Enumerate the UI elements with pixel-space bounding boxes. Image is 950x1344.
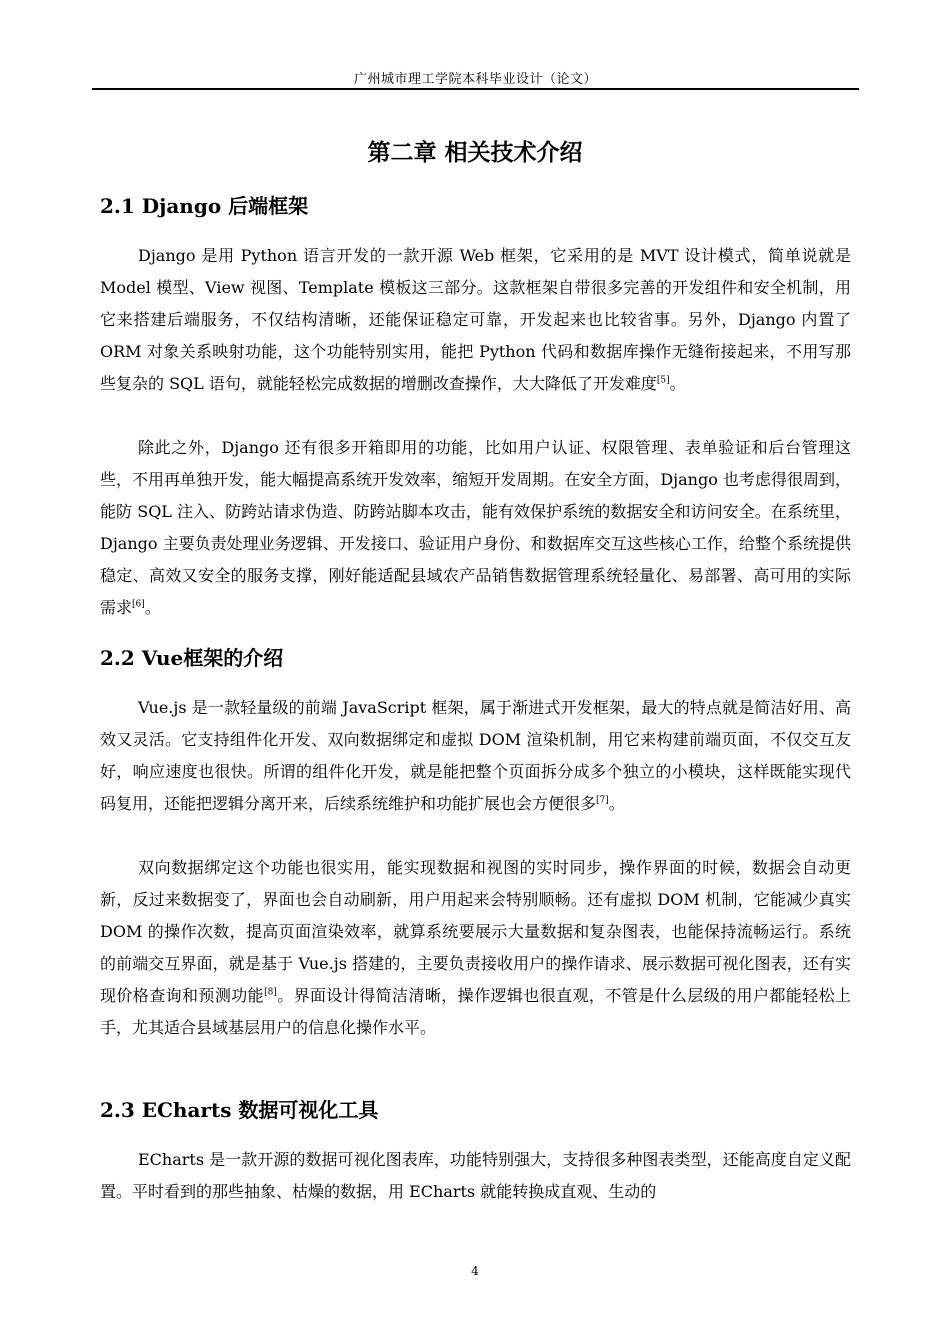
paragraph: 双向数据绑定这个功能也很实用，能实现数据和视图的实时同步，操作界面的时候，数据会自动更新，反过来数据变了，界面也会自动刷新，用户用起来会特别顺畅。还有虚拟 DOM 机制，它能减少真实 DOM 的操作次数，提高页面渲染效率，就算系统要展示大量数据和复杂图表，也能保持流畅运行。系统的前端交互界面，就是基于 Vue.js 搭建的，主要负责接收用户的操作请求、展示数据可视化图表，还有实现价格查询和预测功能[8]。界面设计得简洁清晰，操作逻辑也很直观，不管是什么层级的用户都能轻松上手，尤其适合县域基层用户的信息化操作水平。: [100, 858, 851, 1037]
page-number: 4: [471, 1264, 479, 1278]
citation: [6]: [132, 599, 145, 610]
paragraph: Django 是用 Python 语言开发的一款开源 Web 框架，它采用的是 MVT 设计模式，简单说就是 Model 模型、View 视图、Template 模板这三部分。这款框架自带很多完善的开发组件和安全机制，用它来搭建后端服务，不仅结构清晰，还能保证稳定可靠，开发起来也比较省事。另外，Django 内置了 ORM 对象关系映射功能，这个功能特别实用，能把 Python 代码和数据库操作无缝衔接起来，不用写那些复杂的 SQL 语句，就能轻松完成数据的增删改查操作，大大降低了开发难度[5]。: [100, 246, 851, 393]
section-heading-2-3: 2.3 ECharts 数据可视化工具: [100, 1098, 379, 1122]
paragraph: Vue.js 是一款轻量级的前端 JavaScript 框架，属于渐进式开发框架，最大的特点就是简洁好用、高效又灵活。它支持组件化开发、双向数据绑定和虚拟 DOM 渲染机制，用它来构建前端页面，不仅交互友好，响应速度也很快。所谓的组件化开发，就是能把整个页面拆分成多个独立的小模块，这样既能实现代码复用，还能把逻辑分离开来，后续系统维护和功能扩展也会方便很多[7]。: [100, 698, 851, 813]
section-heading-2-2: 2.2 Vue框架的介绍: [100, 646, 284, 670]
paragraph: ECharts 是一款开源的数据可视化图表库，功能特别强大，支持很多种图表类型，还能高度自定义配置。平时看到的那些抽象、枯燥的数据，用 ECharts 就能转换成直观、生动的: [100, 1150, 851, 1201]
header-rule: [92, 88, 859, 90]
running-header: 广州城市理工学院本科毕业设计（论文）: [353, 72, 597, 87]
chapter-title: 第二章 相关技术介绍: [367, 139, 583, 166]
section-heading-2-1: 2.1 Django 后端框架: [100, 194, 309, 218]
citation: [7]: [596, 795, 609, 806]
citation: [5]: [656, 375, 670, 386]
citation: [8]: [264, 987, 277, 998]
paragraph: 除此之外，Django 还有很多开箱即用的功能，比如用户认证、权限管理、表单验证和后台管理这些，不用再单独开发，能大幅提高系统开发效率，缩短开发周期。在安全方面，Django 也考虑得很周到，能防 SQL 注入、防跨站请求伪造、防跨站脚本攻击，能有效保护系统的数据安全和访问安全。在系统里，Django 主要负责处理业务逻辑、开发接口、验证用户身份、和数据库交互这些核心工作，给整个系统提供稳定、高效又安全的服务支撑，刚好能适配县域农产品销售数据管理系统轻量化、易部署、高可用的实际需求[6]。: [100, 438, 851, 617]
